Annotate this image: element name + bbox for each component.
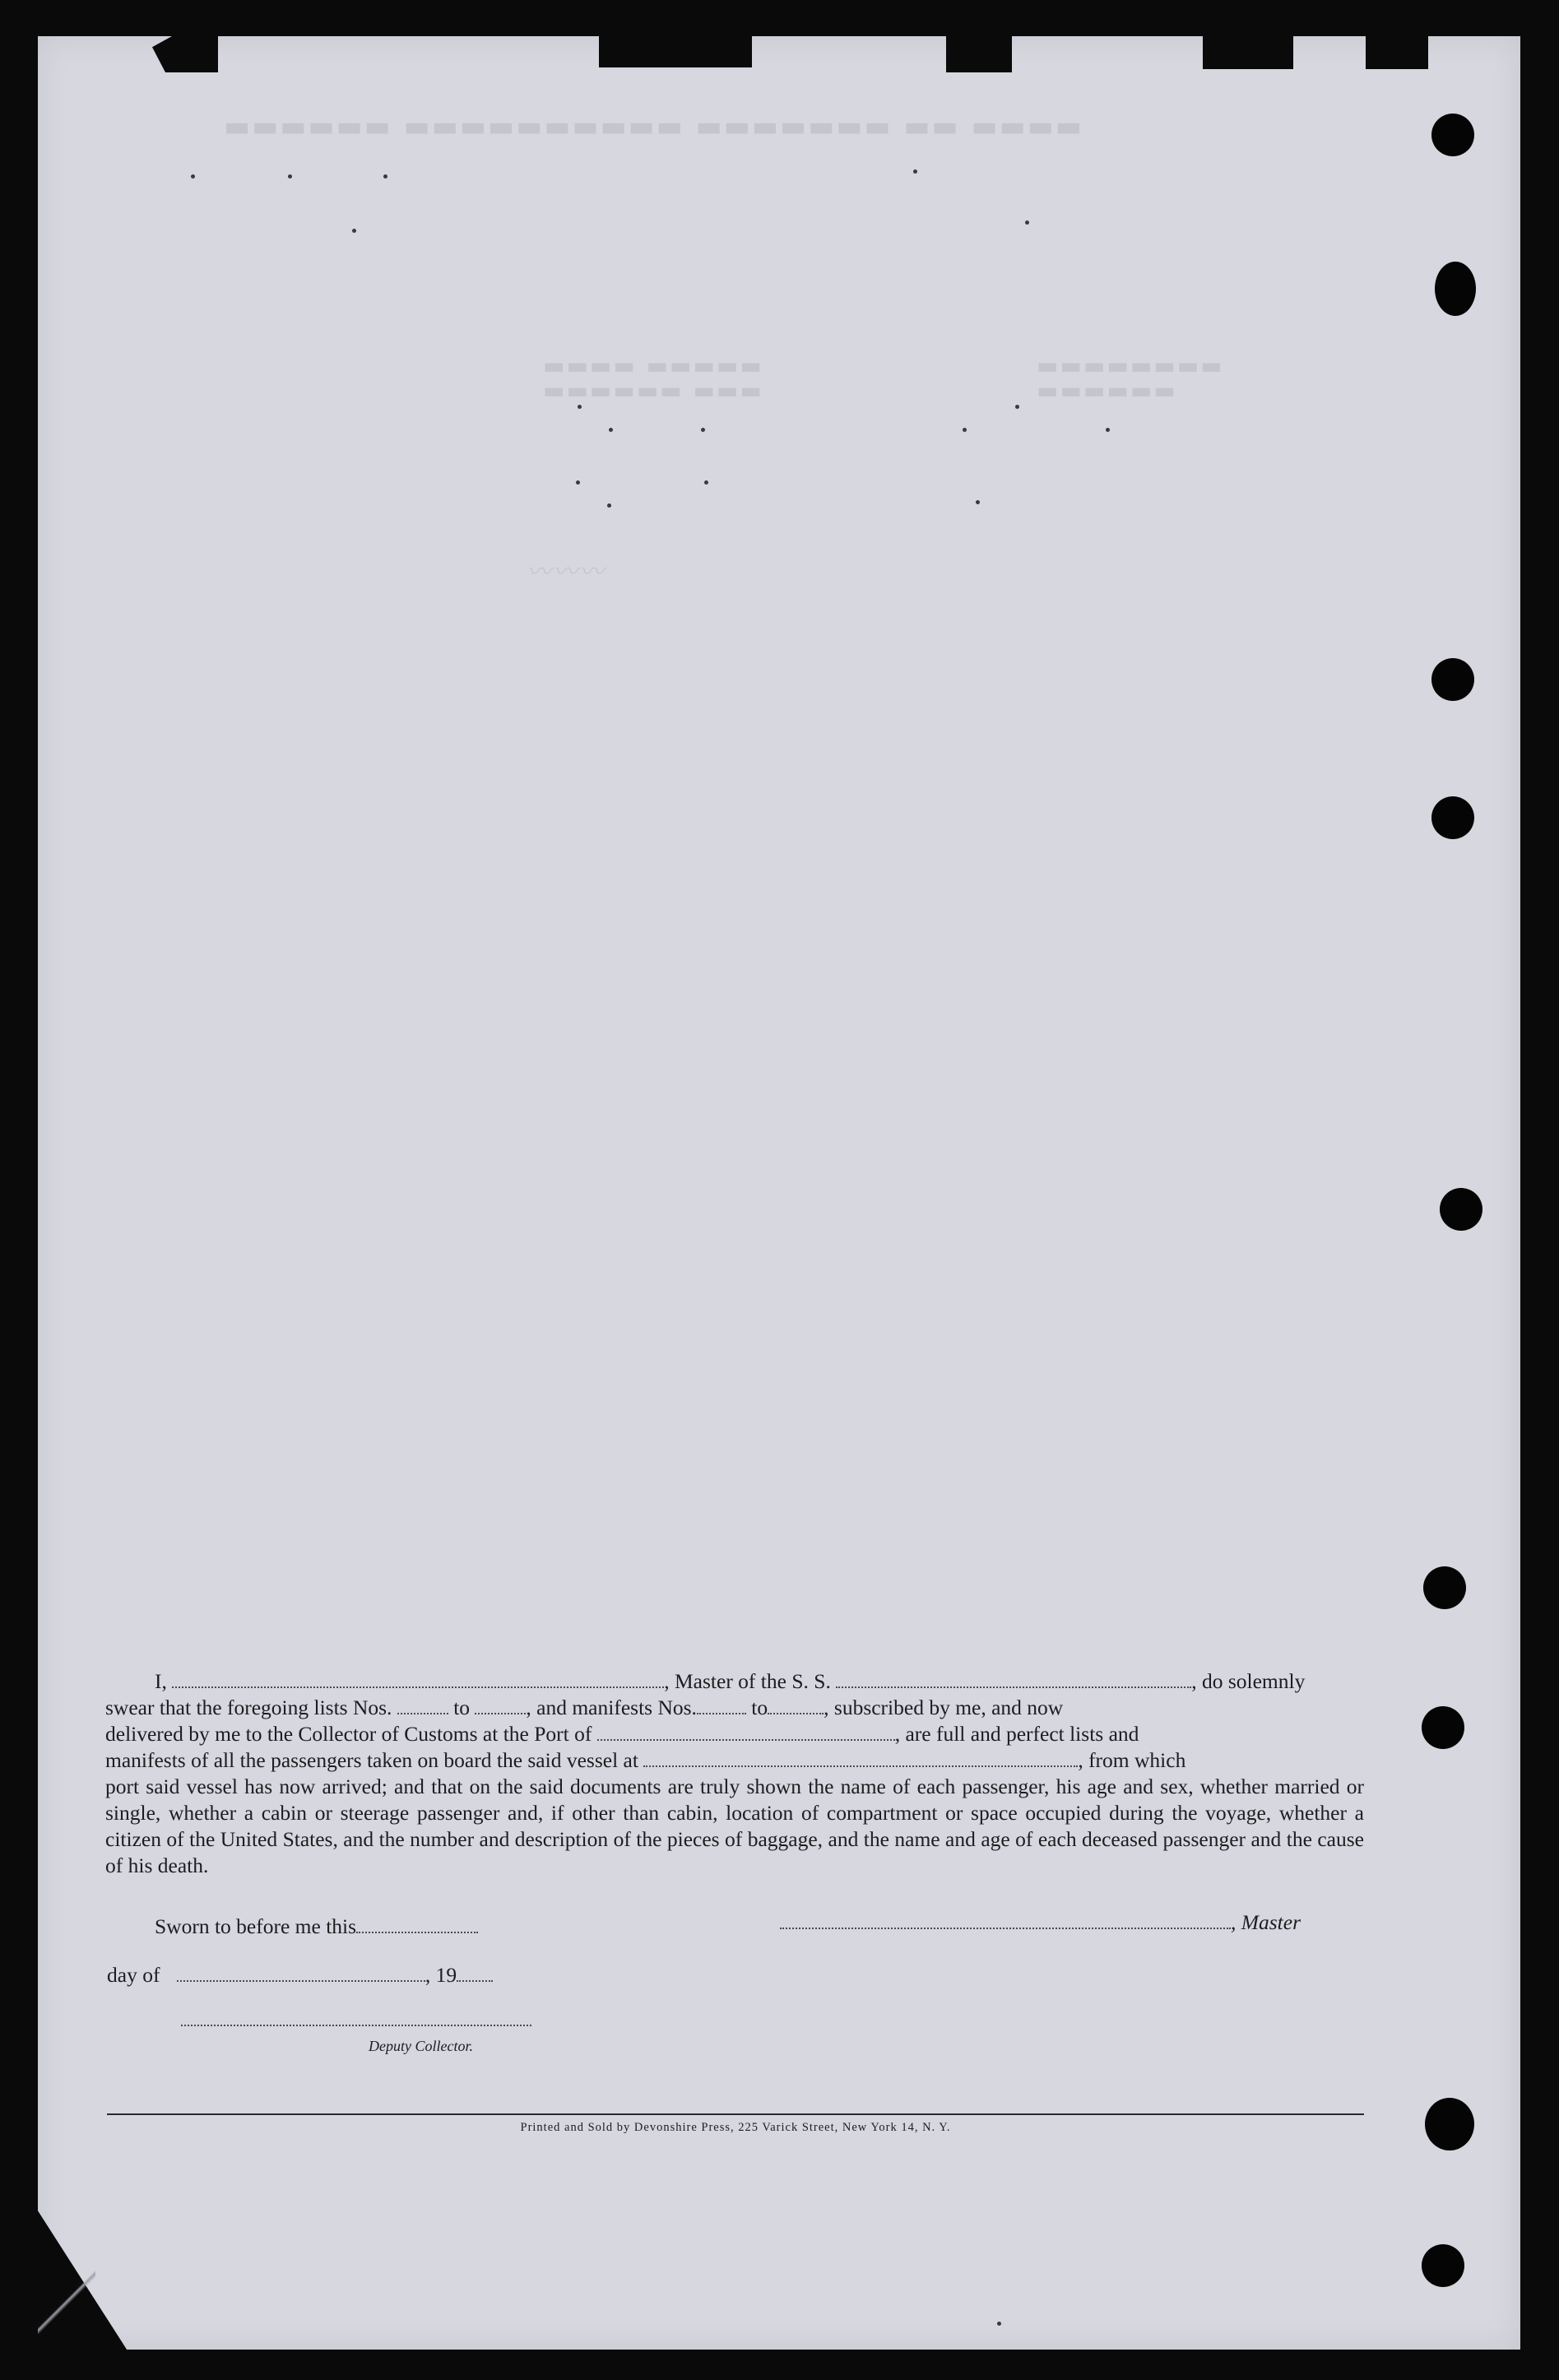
port-field[interactable]	[597, 1724, 895, 1741]
manifest-page	[38, 36, 1520, 2350]
punch-hole-icon	[1431, 658, 1474, 701]
punch-hole-icon	[1435, 262, 1476, 316]
punch-hole-icon	[1431, 114, 1474, 156]
dust-speck	[963, 428, 967, 432]
oath-to-1: to	[453, 1696, 471, 1719]
day-of-label: day of	[107, 1963, 160, 1987]
oath-delivered: delivered by me to the Collector of Customs at the Port of	[105, 1722, 592, 1746]
oath-and-manifests: , and manifests Nos.	[526, 1696, 697, 1719]
oath-from-which: , from which	[1078, 1748, 1186, 1772]
folded-corner	[38, 2254, 95, 2350]
oath-to-2: to	[751, 1696, 768, 1719]
oath-subscribed: , subscribed by me, and now	[824, 1696, 1064, 1719]
dust-speck	[976, 500, 980, 504]
top-tab-right-a	[946, 36, 1012, 72]
oath-i-label: I,	[155, 1669, 167, 1693]
dust-speck	[1106, 428, 1110, 432]
punch-hole-icon	[1440, 1188, 1482, 1231]
punch-hole-icon	[1423, 1566, 1466, 1609]
ship-name-field[interactable]	[836, 1672, 1191, 1688]
oath-body: port said vessel has now arrived; and that on the said documents are truly shown the name of each passenger, his age and sex, whether married or single, whether a cabin or steerage passenger and, if other than cabin, location of compartment or space occupied during the voyage, whether a citizen of the United States, and the number and description of the pieces of baggage, and the name and age of each deceased passenger and the cause of his death.	[105, 1775, 1364, 1877]
dust-speck	[191, 174, 195, 179]
printer-imprint: Printed and Sold by Devonshire Press, 225 Varick Street, New York 14, N. Y.	[520, 2121, 951, 2134]
year-prefix: , 19	[425, 1963, 457, 1987]
footer-rule	[107, 2113, 1364, 2115]
manifests-from-field[interactable]	[697, 1698, 746, 1714]
top-tab-right-c	[1366, 36, 1428, 69]
oath-swear: swear that the foregoing lists Nos.	[105, 1696, 392, 1719]
master-comma: , Master	[1231, 1910, 1301, 1934]
sworn-line	[155, 1914, 478, 1939]
punch-hole-icon	[1431, 796, 1474, 839]
deputy-collector-label: Deputy Collector.	[369, 2038, 473, 2054]
master-name-field[interactable]	[172, 1672, 664, 1688]
month-field[interactable]	[177, 1965, 425, 1982]
departure-port-field[interactable]	[643, 1751, 1078, 1767]
dust-speck	[1015, 405, 1019, 409]
dust-speck	[701, 428, 705, 432]
day-of-line	[107, 1963, 493, 1988]
bleed-through-block: ▬▬▬▬ ▬▬▬▬▬ ▬▬▬▬▬▬ ▬▬▬	[543, 352, 763, 404]
top-tab-right-b	[1203, 36, 1293, 69]
punch-hole-icon	[1422, 2244, 1464, 2287]
dust-speck	[578, 405, 582, 409]
oath-are-full: , are full and perfect lists and	[894, 1722, 1139, 1746]
bleed-through-scrawl: 〰〰〰	[527, 558, 606, 587]
sworn-day-field[interactable]	[356, 1917, 478, 1933]
bleed-through-block: ▬▬▬▬▬▬▬▬ ▬▬▬▬▬▬	[1037, 352, 1224, 404]
lists-from-field[interactable]	[397, 1698, 448, 1714]
top-tab-center	[599, 36, 752, 67]
punch-hole-icon	[1422, 1706, 1464, 1749]
dust-speck	[1025, 220, 1029, 225]
oath-do-solemnly: , do solemnly	[1191, 1669, 1306, 1693]
dust-speck	[288, 174, 292, 179]
dust-speck	[997, 2322, 1001, 2326]
master-signature-line	[780, 1910, 1301, 1935]
manifests-to-field[interactable]	[768, 1698, 824, 1714]
dust-speck	[576, 480, 580, 485]
dust-speck	[704, 480, 708, 485]
deputy-signature-line	[181, 2007, 531, 2032]
dust-speck	[607, 503, 611, 508]
lists-to-field[interactable]	[475, 1698, 526, 1714]
dust-speck	[383, 174, 387, 179]
oath-paragraph	[105, 1668, 1364, 1879]
dust-speck	[609, 428, 613, 432]
oath-master-of: , Master of the S. S.	[664, 1669, 831, 1693]
year-field[interactable]	[457, 1965, 493, 1982]
dust-speck	[913, 169, 917, 174]
sworn-label: Sworn to before me this	[155, 1914, 357, 1938]
bleed-through-header: ▬▬▬▬ ▬▬ ▬▬▬▬▬▬▬ ▬▬▬▬▬▬▬▬▬▬ ▬▬▬▬▬▬	[222, 110, 1082, 143]
punch-hole-icon	[1425, 2098, 1474, 2150]
dust-speck	[352, 229, 356, 233]
deputy-signature-field[interactable]	[181, 2010, 531, 2026]
master-signature-field[interactable]	[780, 1913, 1231, 1929]
oath-manifests: manifests of all the passengers taken on board the said vessel at	[105, 1748, 638, 1772]
